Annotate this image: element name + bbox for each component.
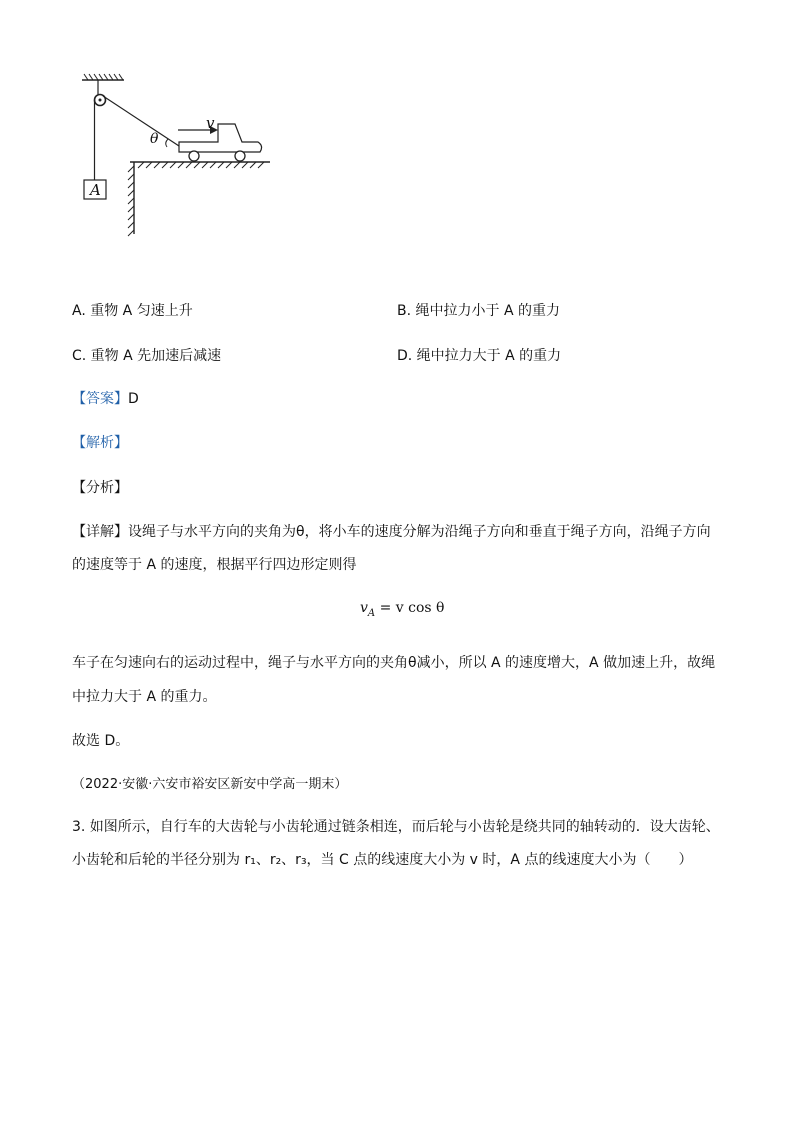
answer-line bbox=[72, 388, 139, 408]
answer-value: D bbox=[128, 391, 139, 407]
conclusion-line-1: 车子在匀速向右的运动过程中，绳子与水平方向的夹角θ减小，所以 A 的速度增大，A 做加速上升，故绳 bbox=[72, 655, 716, 671]
ceiling bbox=[82, 74, 124, 80]
formula-lhs-sub: A bbox=[367, 607, 376, 619]
cart-wheel-rear bbox=[235, 151, 245, 161]
question-3-line-1: 3. 如图所示，自行车的大齿轮与小齿轮通过链条相连，而后轮与小齿轮是绕共同的轴转动的．设大齿轮、 bbox=[72, 819, 720, 835]
detail-line-2: 的速度等于 A 的速度，根据平行四边形定则得 bbox=[72, 557, 357, 573]
pulley-cart-figure bbox=[78, 72, 278, 242]
option-b[interactable]: B. 绳中拉力小于 A 的重力 bbox=[397, 303, 560, 319]
slanted-rope bbox=[103, 96, 179, 146]
detail-tag: 【详解】 bbox=[72, 524, 128, 540]
angle-label: θ bbox=[150, 131, 159, 147]
detail-line-1 bbox=[72, 521, 711, 541]
question-3-line-2: 小齿轮和后轮的半径分别为 r₁、r₂、r₃，当 C 点的线速度大小为 v 时，A 点的线速度大小为（ ） bbox=[72, 852, 693, 868]
cart bbox=[179, 124, 262, 152]
block-a-label: A bbox=[90, 181, 101, 199]
analysis-tag: 【解析】 bbox=[72, 435, 128, 451]
formula-lhs-v: v bbox=[360, 600, 368, 616]
angle-arc bbox=[166, 139, 168, 147]
answer-tag: 【答案】 bbox=[72, 391, 128, 407]
ground-ledge bbox=[128, 162, 270, 236]
detail-text-1: 设绳子与水平方向的夹角为θ，将小车的速度分解为沿绳子方向和垂直于绳子方向，沿绳子方向 bbox=[128, 524, 711, 540]
selection-line: 故选 D。 bbox=[72, 733, 130, 749]
option-d[interactable]: D. 绳中拉力大于 A 的重力 bbox=[397, 348, 562, 364]
formula bbox=[360, 600, 444, 619]
option-a[interactable]: A. 重物 A 匀速上升 bbox=[72, 303, 193, 319]
cart-wheel-front bbox=[189, 151, 199, 161]
velocity-label: v bbox=[206, 114, 215, 132]
source-line: （2022·安徽·六安市裕安区新安中学高一期末） bbox=[72, 777, 348, 792]
formula-rhs: = v cos θ bbox=[379, 600, 445, 616]
option-c[interactable]: C. 重物 A 先加速后减速 bbox=[72, 348, 222, 364]
conclusion-line-2: 中拉力大于 A 的重力。 bbox=[72, 689, 217, 705]
fenxi-tag: 【分析】 bbox=[72, 480, 128, 496]
